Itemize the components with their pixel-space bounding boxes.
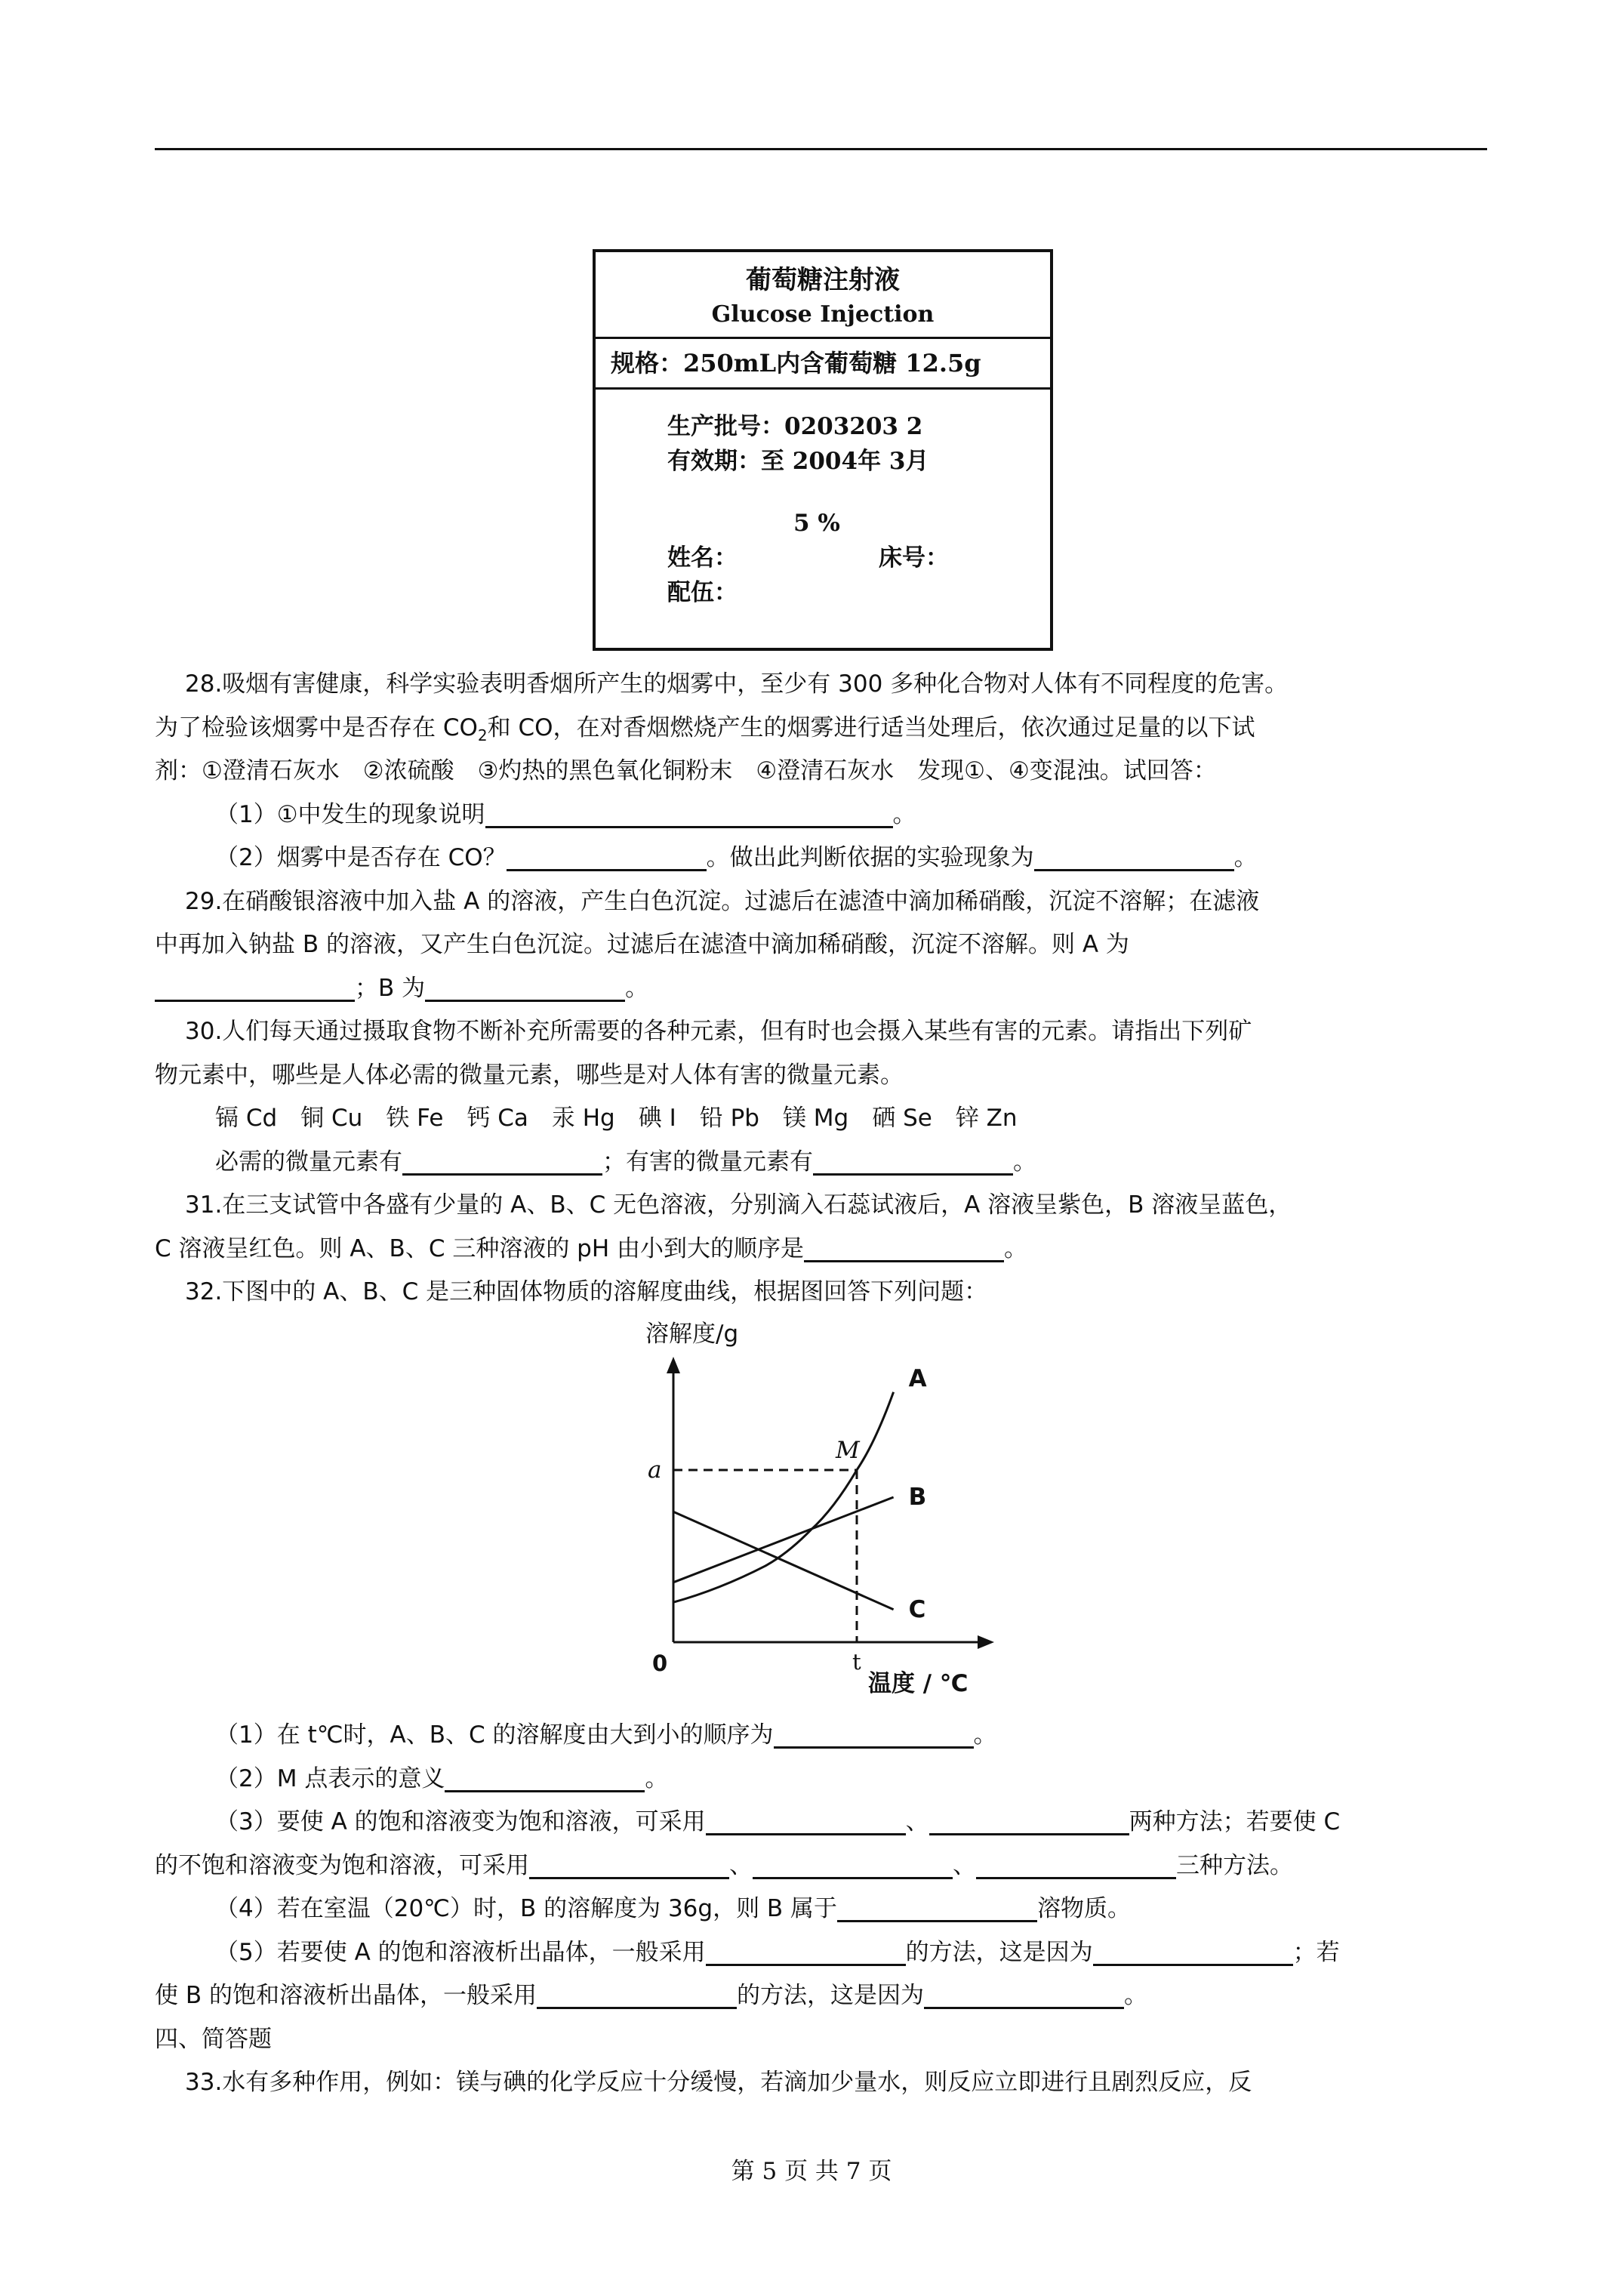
curve-c bbox=[673, 1512, 894, 1610]
q30-line: 30.人们每天通过摄取食物不断补充所需要的各种元素，但有时也会摄入某些有害的元素。请指出下列矿 bbox=[185, 1018, 1252, 1045]
q30-answer-line: 必需的微量元素有 ；有害的微量元素有 。 bbox=[155, 1141, 1491, 1185]
answer-blank[interactable] bbox=[425, 972, 625, 1002]
glucose-label bbox=[593, 249, 1053, 651]
q30-elements: 镉 Cd 铜 Cu 铁 Fe 钙 Ca 汞 Hg 碘 I 铅 Pb 镁 Mg 硒 Se 锌 Zn bbox=[215, 1105, 1018, 1132]
q32-sub4: （4）若在室温（20℃）时，B 的溶解度为 36g，则 B 属于 溶物质。 bbox=[155, 1888, 1491, 1931]
x-axis-arrow bbox=[978, 1635, 994, 1649]
q32-sub2: （2）M 点表示的意义 。 bbox=[155, 1758, 1491, 1801]
q32-sub1: （1）在 t℃时，A、B、C 的溶解度由大到小的顺序为 。 bbox=[155, 1714, 1491, 1758]
label-batch: 生产批号：0203203 2 bbox=[667, 413, 923, 440]
label-subtitle: Glucose Injection bbox=[711, 301, 935, 328]
curve-b bbox=[673, 1497, 894, 1583]
answer-blank[interactable] bbox=[706, 1937, 906, 1966]
header-rule bbox=[155, 148, 1487, 150]
q31-line: C 溶液呈红色。则 A、B、C 三种溶液的 pH 由小到大的顺序是 。 bbox=[155, 1228, 1491, 1271]
solubility-chart bbox=[604, 1310, 1027, 1703]
label-mix-field: 配伍： bbox=[667, 579, 738, 606]
answer-blank[interactable] bbox=[976, 1850, 1176, 1879]
questions-block-2 bbox=[155, 1714, 1491, 2105]
label-title: 葡萄糖注射液 bbox=[746, 265, 900, 295]
answer-blank[interactable] bbox=[837, 1893, 1037, 1922]
answer-blank[interactable] bbox=[155, 972, 355, 1002]
y-tick-label: a bbox=[648, 1456, 662, 1484]
answer-blank[interactable] bbox=[813, 1146, 1013, 1176]
q30-line: 物元素中，哪些是人体必需的微量元素，哪些是对人体有害的微量元素。 bbox=[155, 1061, 904, 1089]
x-tick-label: t bbox=[852, 1649, 861, 1675]
answer-blank[interactable] bbox=[1034, 842, 1234, 871]
answer-blank[interactable] bbox=[445, 1763, 645, 1792]
y-axis-arrow bbox=[667, 1357, 680, 1373]
answer-blank[interactable] bbox=[507, 842, 707, 871]
answer-blank[interactable] bbox=[402, 1146, 602, 1176]
y-axis-label: 溶解度/g bbox=[645, 1321, 739, 1348]
q28-line: 剂：①澄清石灰水 ②浓硫酸 ③灼热的黑色氧化铜粉末 ④澄清石灰水 发现①、④变混浊。试回答： bbox=[155, 757, 1217, 784]
x-axis-label: 温度 / ℃ bbox=[868, 1670, 969, 1697]
answer-blank[interactable] bbox=[1093, 1937, 1293, 1966]
q33-line: 33.水有多种作用，例如：镁与碘的化学反应十分缓慢，若滴加少量水，则反应立即进行且剧烈反应，反 bbox=[185, 2069, 1252, 2096]
answer-blank[interactable] bbox=[706, 1806, 906, 1835]
q32-sub3-cont: 的不饱和溶液变为饱和溶液，可采用 、 、 三种方法。 bbox=[155, 1845, 1491, 1888]
section-heading: 四、简答题 bbox=[155, 2025, 272, 2053]
q28-sub1: （1）①中发生的现象说明 。 bbox=[155, 794, 1491, 837]
x-tick-label: 0 bbox=[652, 1650, 668, 1676]
q28-line: 为了检验该烟雾中是否存在 $CO_2$和 CO，在对香烟燃烧产生的烟雾进行适当处理后，依次通过足量的以下试 bbox=[155, 713, 1255, 744]
q28-sub2: （2）烟雾中是否存在 CO？ 。做出此判断依据的实验现象为 。 bbox=[155, 837, 1491, 880]
q31-line: 31.在三支试管中各盛有少量的 A、B、C 无色溶液，分别滴入石蕊试液后，A 溶液呈紫色，B 溶液呈蓝色， bbox=[185, 1191, 1292, 1219]
curve-label-a: A bbox=[908, 1364, 927, 1392]
answer-blank[interactable] bbox=[485, 799, 893, 828]
label-expiry: 有效期：至 2004年 3月 bbox=[667, 448, 929, 475]
questions-block-1 bbox=[155, 663, 1491, 1314]
answer-blank[interactable] bbox=[753, 1850, 953, 1879]
q32-intro: 32.下图中的 A、B、C 是三种固体物质的溶解度曲线，根据图回答下列问题： bbox=[185, 1278, 988, 1305]
answer-blank[interactable] bbox=[774, 1719, 974, 1749]
answer-blank[interactable] bbox=[804, 1233, 1004, 1262]
answer-blank[interactable] bbox=[929, 1806, 1129, 1835]
q32-sub5: （5）若要使 A 的饱和溶液析出晶体，一般采用 的方法，这是因为 ；若 bbox=[155, 1931, 1491, 1975]
label-bed-field: 床号： bbox=[879, 544, 949, 572]
label-spec: 规格：250mL内含葡萄糖 12.5g bbox=[596, 337, 1050, 390]
curve-label-c: C bbox=[908, 1595, 926, 1623]
q29-line: ；B 为 。 bbox=[155, 967, 1491, 1011]
q29-line: 29.在硝酸银溶液中加入盐 A 的溶液，产生白色沉淀。过滤后在滤渣中滴加稀硝酸，沉淀不溶解；在滤液 bbox=[185, 887, 1260, 915]
q29-line: 中再加入钠盐 B 的溶液，又产生白色沉淀。过滤后在滤渣中滴加稀硝酸，沉淀不溶解。则 A 为 bbox=[155, 931, 1129, 958]
q28-line: 28.吸烟有害健康，科学实验表明香烟所产生的烟雾中，至少有 300 多种化合物对人体有不同程度的危害。 bbox=[185, 670, 1289, 698]
q32-sub3: （3）要使 A 的饱和溶液变为饱和溶液，可采用 、 两种方法；若要使 C bbox=[155, 1801, 1491, 1845]
q32-sub5-cont: 使 B 的饱和溶液析出晶体，一般采用 的方法，这是因为 。 bbox=[155, 1974, 1491, 2018]
curve-label-b: B bbox=[908, 1484, 927, 1511]
answer-blank[interactable] bbox=[537, 1980, 737, 2009]
label-name-field: 姓名： bbox=[667, 544, 738, 572]
page-footer: 第 5 页 共 7 页 bbox=[731, 2158, 892, 2185]
label-percent: 5 % bbox=[793, 510, 840, 537]
answer-blank[interactable] bbox=[529, 1850, 729, 1879]
answer-blank[interactable] bbox=[924, 1980, 1124, 2009]
point-label-m: M bbox=[836, 1437, 860, 1464]
